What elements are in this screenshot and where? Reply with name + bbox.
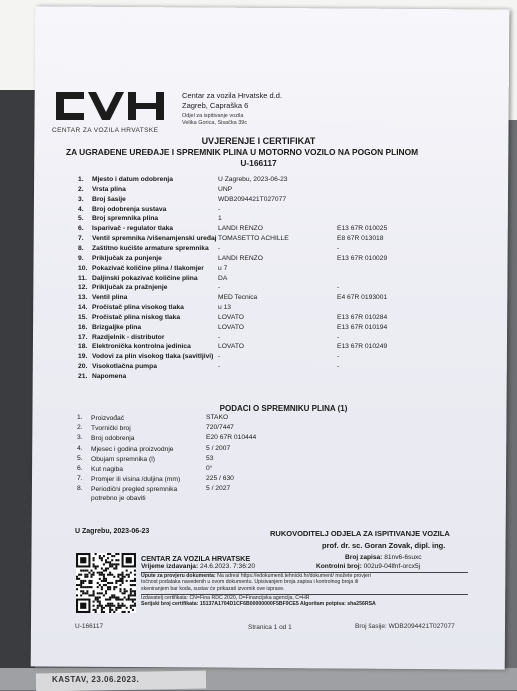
item-label: Daljinski pokazivač količine plina [92, 274, 198, 282]
item-label: Broj spremnika plina [92, 215, 159, 223]
item-label: Broj šasije [92, 195, 126, 203]
item-label: Elektronička kontrolna jedinica [92, 343, 191, 351]
note-text-1: Na adresi https://edokumenti.tehnicki.hr/dokument/ možete provjeri [217, 573, 371, 579]
item-row [0, 225, 517, 234]
item-approval: - [337, 333, 340, 341]
item-number: 19. [78, 353, 88, 361]
item-label: Napomena [92, 373, 127, 380]
verification-note [141, 573, 371, 592]
issued-value: 24.6.2023. 7:36:20 [200, 563, 256, 570]
tank-number: 3. [77, 434, 83, 442]
item-value: LANDI RENZO [218, 254, 263, 262]
item-label: Vodovi za plin visokog tlaka (savitljivi) [92, 353, 214, 361]
tank-number: 7. [77, 475, 83, 483]
tank-label: Promjer ili visina /duljina (mm) [91, 476, 181, 484]
item-value: LOVATO [218, 323, 245, 331]
item-label: Ventil plina [92, 294, 128, 302]
stamp-org: CENTAR ZA VOZILA HRVATSKE [141, 554, 251, 563]
item-number: 16. [78, 323, 88, 331]
item-row [0, 245, 517, 254]
item-row [0, 215, 517, 224]
qr-code[interactable] [76, 553, 136, 613]
item-value: TOMASETTO ACHILLE [218, 235, 289, 243]
control-value: 002u9-04lfnf-orcx5j [363, 563, 421, 570]
item-row [0, 343, 517, 352]
item-approval: E8 67R 013018 [337, 235, 384, 243]
tank-label: Tvornički broj [91, 425, 131, 433]
item-row [0, 255, 517, 264]
office-line-1: Odjel za ispitivanje vozila [182, 113, 244, 119]
item-row [0, 294, 517, 303]
record-number [345, 554, 422, 561]
item-value: UNP [218, 185, 233, 193]
item-number: 5. [78, 215, 84, 223]
item-row [0, 265, 517, 274]
tank-value: STAKO [206, 414, 229, 421]
tank-number: 1. [77, 414, 83, 421]
item-value: 1 [218, 215, 222, 223]
item-approval: E13 67R 010025 [337, 225, 388, 233]
logo-caption: CENTAR ZA VOZILA HRVATSKE [52, 127, 159, 134]
item-row [0, 314, 517, 323]
tank-label: Obujam spremnika (l) [91, 455, 155, 463]
item-number: 7. [78, 235, 84, 243]
note-label: Upute za provjeru dokumenta: [141, 573, 216, 579]
cvh-logo [54, 88, 174, 124]
item-value: LOVATO [218, 343, 245, 351]
item-row [0, 176, 517, 185]
item-row [0, 353, 517, 362]
item-label: Vrsta plina [92, 185, 126, 193]
head-name: prof. dr. sc. Goran Zovak, dipl. ing. [322, 541, 446, 550]
item-approval: E13 67R 010249 [337, 343, 388, 351]
item-label: Zaštitno kućište armature spremnika [92, 244, 209, 252]
item-number: 11. [78, 274, 87, 282]
item-row [0, 186, 517, 195]
tank-value: E20 67R 010444 [206, 434, 257, 442]
item-row [0, 275, 517, 284]
record-label: Broj zapisa: [345, 554, 383, 561]
item-number: 18. [78, 343, 88, 351]
tank-value: 225 / 630 [206, 475, 234, 483]
item-number: 8. [78, 244, 84, 252]
item-value: - [218, 363, 221, 371]
cert-issuer: Izdavatelj certifikata: CN=Fina RDC 2020, O=Financijska agencija, C=HR [141, 595, 310, 601]
item-label: Pročistač plina visokog tlaka [92, 304, 184, 312]
cert-serial: Serijski broj certifikata: 15137A1704D1CF6B00000000F5BF9CE5 Algoritam potpisa: sha256RSA [141, 601, 376, 608]
issued-time [141, 563, 255, 570]
item-approval: - [337, 363, 340, 371]
item-label: Priključak za pražnjenje [92, 284, 168, 292]
item-label: Ventil spremnika /višenamjenski uređaj [92, 235, 217, 243]
org-address: Zagreb, Capraška 6 [182, 100, 249, 110]
item-approval: E4 67R 0193001 [337, 294, 388, 302]
org-block [182, 91, 282, 110]
item-row [0, 235, 517, 244]
org-name: Centar za vozila Hrvatske d.d. [182, 91, 283, 100]
item-number: 14. [78, 304, 88, 312]
tank-section-title: PODACI O SPREMNIKU PLINA (1) [219, 404, 348, 413]
item-row [0, 304, 517, 313]
item-value: u 7 [218, 264, 228, 272]
item-label: Pročistač plina niskog tlaka [92, 313, 181, 321]
item-value: DA [218, 274, 228, 282]
item-number: 6. [78, 225, 84, 233]
document-subtitle: ZA UGRAĐENE UREĐAJE I SPREMNIK PLINA U MOTORNO VOZILO NA POGON PLINOM [66, 147, 419, 157]
item-number: 13. [78, 294, 88, 302]
item-approval: E13 67R 010194 [337, 323, 388, 331]
tank-number: 8. [77, 485, 83, 493]
item-approval: - [337, 244, 340, 252]
item-number: 2. [78, 185, 84, 193]
item-row [0, 324, 517, 333]
item-label: Razdjelnik - distributor [92, 333, 165, 341]
tank-value: 0° [206, 465, 213, 472]
record-value: 81nv6-6suxc [384, 554, 422, 561]
item-label: Broj odobrenja sustava [92, 205, 167, 213]
item-value: LOVATO [218, 313, 245, 321]
item-number: 21. [78, 373, 88, 380]
tank-value: 720/7447 [206, 424, 234, 432]
item-label: Isparivač - regulator tlaka [92, 225, 174, 233]
issued-label: Vrijeme izdavanja: [141, 563, 199, 570]
tank-label: Kut nagiba [91, 466, 123, 473]
item-value: - [218, 244, 221, 252]
tank-number: 2. [77, 424, 83, 432]
item-value: WDB2094421T027077 [218, 195, 287, 203]
item-label: Pokazivač količine plina / tlakomjer [92, 264, 204, 272]
note-text-2: točnost podataka navedenih u ovom dokumentu. Upisivanjem broja zapisa i kontrolnog broja ili [141, 579, 359, 586]
item-approval: E13 67R 010029 [337, 254, 388, 262]
tank-number: 5. [77, 454, 83, 462]
footer-chassis: Broj šasije: WDB2094421T027077 [355, 623, 455, 630]
tank-number: 6. [77, 465, 83, 472]
tank-number: 4. [77, 444, 83, 452]
office-block [182, 113, 247, 127]
item-value: U Zagrebu, 2023-06-23 [218, 176, 288, 183]
item-number: 17. [78, 333, 88, 341]
item-number: 4. [78, 205, 84, 213]
item-label: Visokotlačna pumpa [92, 363, 157, 371]
document-title: UVJERENJE I CERTIFIKAT [201, 136, 316, 146]
head-title: RUKOVODITELJ ODJELA ZA ISPITIVANJE VOZILA [270, 529, 450, 538]
item-number: 20. [78, 363, 88, 371]
item-row [0, 363, 517, 372]
item-value: - [218, 333, 221, 341]
item-row [0, 206, 517, 215]
note-text-3: skeniranjem bar koda, sustav će prikazati izvornik ove isprave. [141, 585, 285, 592]
item-number: 15. [78, 313, 88, 321]
item-number: 12. [78, 284, 88, 292]
item-label: Priključak za punjenje [92, 254, 162, 262]
item-approval: E13 67R 010284 [337, 313, 388, 321]
item-row [0, 284, 517, 293]
control-number [316, 563, 420, 570]
item-number: 10. [78, 264, 88, 272]
item-row [0, 334, 517, 343]
tank-value: 5 / 2007 [206, 444, 231, 452]
item-row [0, 196, 517, 205]
item-label: Mjesto i datum odobrenja [92, 176, 173, 183]
item-number: 1. [78, 176, 84, 183]
item-value: - [218, 205, 221, 213]
tank-label: Periodični pregled spremnika potrebno je obaviti [91, 486, 178, 503]
item-value: - [218, 284, 221, 292]
item-value: - [218, 353, 221, 361]
item-value: u 13 [218, 304, 232, 312]
place-date: U Zagrebu, 2023-06-23 [75, 528, 150, 535]
item-number: 3. [78, 195, 84, 203]
document-number: U-166117 [240, 158, 277, 168]
office-line-2: Velika Gorica, Sisačka 39c [182, 120, 248, 126]
tank-value: 53 [206, 454, 214, 462]
tank-value: 5 / 2027 [206, 485, 231, 493]
item-approval: - [337, 284, 340, 292]
control-label: Kontrolni broj: [316, 563, 362, 570]
item-value: MED Tecnica [218, 294, 258, 302]
tank-label: Broj odobrenja [91, 435, 135, 443]
underlying-sheet-text: KASTAV, 23.06.2023. [52, 675, 140, 684]
tank-label: Mjesec i godina proizvodnje [91, 445, 174, 453]
item-number: 9. [78, 254, 84, 262]
footer-doc-number: U-166117 [75, 623, 104, 630]
item-approval: - [337, 353, 340, 361]
item-row [0, 373, 517, 382]
tank-label: Proizvođač [91, 415, 125, 422]
footer-page: Stranica 1 od 1 [248, 624, 292, 631]
item-value: LANDI RENZO [218, 225, 263, 233]
certificate-info [141, 595, 376, 608]
item-label: Brizgaljke plina [92, 323, 142, 331]
